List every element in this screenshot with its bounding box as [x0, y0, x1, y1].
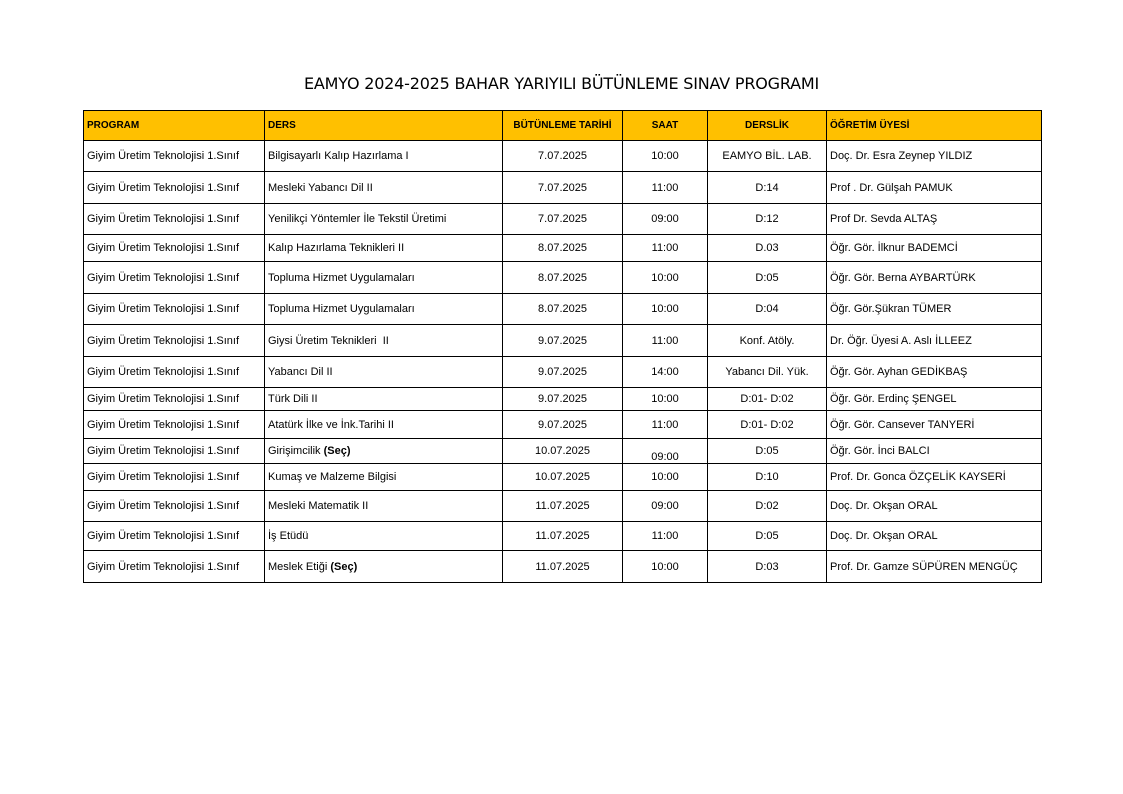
derslik-cell: D:14 [708, 172, 827, 204]
ders-cell [265, 551, 503, 583]
table-row [84, 262, 1042, 294]
table-row [84, 141, 1042, 172]
saat-cell [623, 491, 708, 522]
program-cell: Giyim Üretim Teknolojisi 1.Sınıf [84, 204, 265, 235]
ogretim-uyesi-cell: Prof. Dr. Gamze SÜPÜREN MENGÜÇ [827, 551, 1042, 583]
ders-name: Bilgisayarlı Kalıp Hazırlama I [268, 150, 409, 162]
saat-cell [623, 357, 708, 388]
ders-name: Yabancı Dil II [268, 366, 333, 378]
ders-cell [265, 491, 503, 522]
ogretim-uyesi-cell: Prof. Dr. Gonca ÖZÇELİK KAYSERİ [827, 464, 1042, 491]
table-body [84, 141, 1042, 583]
saat-value: 14:00 [651, 366, 679, 378]
elective-tag: (Seç) [323, 445, 351, 457]
table-row [84, 325, 1042, 357]
saat-value: 11:00 [651, 181, 679, 194]
saat-cell [623, 204, 708, 235]
tarih-cell: 11.07.2025 [503, 491, 623, 522]
table-row [84, 411, 1042, 439]
ogretim-uyesi-cell: Öğr. Gör. Ayhan GEDİKBAŞ [827, 357, 1042, 388]
saat-value: 11:00 [651, 334, 679, 347]
ders-cell [265, 141, 503, 172]
table-header-row [84, 111, 1042, 141]
derslik-cell: D:05 [708, 262, 827, 294]
program-cell: Giyim Üretim Teknolojisi 1.Sınıf [84, 491, 265, 522]
ders-name: Giysi Üretim Teknikleri II [268, 334, 389, 347]
tarih-cell: 9.07.2025 [503, 357, 623, 388]
ders-name: Mesleki Yabancı Dil II [268, 181, 373, 194]
tarih-cell: 10.07.2025 [503, 464, 623, 491]
program-cell: Giyim Üretim Teknolojisi 1.Sınıf [84, 388, 265, 411]
ogretim-uyesi-cell: Dr. Öğr. Üyesi A. Aslı İLLEEZ [827, 325, 1042, 357]
saat-cell [623, 172, 708, 204]
ogretim-uyesi-cell: Öğr. Gör. İnci BALCI [827, 439, 1042, 464]
program-cell: Giyim Üretim Teknolojisi 1.Sınıf [84, 357, 265, 388]
tarih-cell: 7.07.2025 [503, 141, 623, 172]
tarih-cell: 9.07.2025 [503, 411, 623, 439]
ders-cell [265, 464, 503, 491]
ders-cell [265, 204, 503, 235]
derslik-cell: D:12 [708, 204, 827, 235]
tarih-cell: 11.07.2025 [503, 522, 623, 551]
ders-cell [265, 262, 503, 294]
derslik-cell: D:05 [708, 439, 827, 464]
derslik-cell: D:01- D:02 [708, 388, 827, 411]
table-row [84, 294, 1042, 325]
saat-cell [623, 522, 708, 551]
saat-value: 11:00 [651, 242, 679, 254]
column-header-tarih: BÜTÜNLEME TARİHİ [503, 111, 623, 141]
saat-cell [623, 294, 708, 325]
ders-name: Yenilikçi Yöntemler İle Tekstil Üretimi [268, 213, 447, 225]
ogretim-uyesi-cell: Öğr. Gör. Erdinç ŞENGEL [827, 388, 1042, 411]
ders-name: Topluma Hizmet Uygulamaları [268, 303, 415, 315]
ogretim-uyesi-cell: Doç. Dr. Esra Zeynep YILDIZ [827, 141, 1042, 172]
column-header-ogretim-uyesi: ÖĞRETİM ÜYESİ [827, 111, 1042, 141]
column-header-ders: DERS [265, 111, 503, 141]
ders-name: İş Etüdü [268, 530, 309, 542]
tarih-cell: 8.07.2025 [503, 235, 623, 262]
saat-value: 11:00 [651, 418, 679, 431]
saat-cell [623, 411, 708, 439]
derslik-cell: D.03 [708, 235, 827, 262]
ogretim-uyesi-cell: Öğr. Gör. İlknur BADEMCİ [827, 235, 1042, 262]
table-row [84, 464, 1042, 491]
derslik-cell: D:05 [708, 522, 827, 551]
saat-cell [623, 439, 708, 464]
ders-name: Atatürk İlke ve İnk.Tarihi II [268, 418, 394, 431]
table-row [84, 357, 1042, 388]
program-cell: Giyim Üretim Teknolojisi 1.Sınıf [84, 262, 265, 294]
ders-name: Mesleki Matematik II [268, 500, 369, 512]
ders-name: Meslek Etiği [268, 560, 331, 573]
program-cell: Giyim Üretim Teknolojisi 1.Sınıf [84, 294, 265, 325]
derslik-cell: EAMYO BİL. LAB. [708, 141, 827, 172]
derslik-cell: D:10 [708, 464, 827, 491]
tarih-cell: 9.07.2025 [503, 325, 623, 357]
saat-cell [623, 235, 708, 262]
ders-cell [265, 357, 503, 388]
table-row [84, 235, 1042, 262]
ders-name: Topluma Hizmet Uygulamaları [268, 271, 415, 284]
ogretim-uyesi-cell: Öğr. Gör. Cansever TANYERİ [827, 411, 1042, 439]
program-cell: Giyim Üretim Teknolojisi 1.Sınıf [84, 235, 265, 262]
ders-cell [265, 411, 503, 439]
saat-cell [623, 141, 708, 172]
ders-cell [265, 388, 503, 411]
table-row [84, 439, 1042, 464]
exam-schedule-table [83, 110, 1042, 583]
ders-cell [265, 522, 503, 551]
ders-cell [265, 294, 503, 325]
saat-cell [623, 551, 708, 583]
saat-value: 09:00 [651, 500, 679, 512]
ders-name: Türk Dili II [268, 393, 318, 405]
tarih-cell: 11.07.2025 [503, 551, 623, 583]
program-cell: Giyim Üretim Teknolojisi 1.Sınıf [84, 325, 265, 357]
ogretim-uyesi-cell: Öğr. Gör.Şükran TÜMER [827, 294, 1042, 325]
ogretim-uyesi-cell: Öğr. Gör. Berna AYBARTÜRK [827, 262, 1042, 294]
program-cell: Giyim Üretim Teknolojisi 1.Sınıf [84, 551, 265, 583]
ders-name: Kalıp Hazırlama Teknikleri II [268, 242, 405, 254]
saat-value: 10:00 [651, 471, 679, 483]
derslik-cell: D:01- D:02 [708, 411, 827, 439]
tarih-cell: 8.07.2025 [503, 294, 623, 325]
ders-cell [265, 325, 503, 357]
ogretim-uyesi-cell: Doç. Dr. Okşan ORAL [827, 522, 1042, 551]
tarih-cell: 7.07.2025 [503, 204, 623, 235]
saat-cell [623, 464, 708, 491]
saat-value: 10:00 [651, 393, 679, 405]
tarih-cell: 9.07.2025 [503, 388, 623, 411]
table-row [84, 551, 1042, 583]
tarih-cell: 8.07.2025 [503, 262, 623, 294]
ders-name: Kumaş ve Malzeme Bilgisi [268, 471, 397, 483]
derslik-cell: D:03 [708, 551, 827, 583]
table-row [84, 204, 1042, 235]
program-cell: Giyim Üretim Teknolojisi 1.Sınıf [84, 141, 265, 172]
table-row [84, 172, 1042, 204]
saat-value: 09:00 [651, 451, 679, 463]
ders-cell [265, 172, 503, 204]
table-row [84, 388, 1042, 411]
ders-cell [265, 439, 503, 464]
derslik-cell: D:04 [708, 294, 827, 325]
tarih-cell: 10.07.2025 [503, 439, 623, 464]
column-header-derslik: DERSLİK [708, 111, 827, 141]
saat-value: 09:00 [651, 213, 679, 225]
program-cell: Giyim Üretim Teknolojisi 1.Sınıf [84, 464, 265, 491]
table-row [84, 491, 1042, 522]
saat-cell [623, 388, 708, 411]
saat-value: 10:00 [651, 150, 679, 162]
column-header-program: PROGRAM [84, 111, 265, 141]
elective-tag: (Seç) [330, 560, 358, 573]
ders-name: Girişimcilik [268, 445, 324, 457]
derslik-cell: Konf. Atöly. [708, 325, 827, 357]
page-title: EAMYO 2024-2025 BAHAR YARIYILI BÜTÜNLEME SINAV PROGRAMI [303, 74, 820, 93]
ogretim-uyesi-cell: Prof Dr. Sevda ALTAŞ [827, 204, 1042, 235]
derslik-cell: D:02 [708, 491, 827, 522]
saat-value: 10:00 [651, 271, 679, 284]
program-cell: Giyim Üretim Teknolojisi 1.Sınıf [84, 411, 265, 439]
ogretim-uyesi-cell: Doç. Dr. Okşan ORAL [827, 491, 1042, 522]
saat-cell [623, 262, 708, 294]
program-cell: Giyim Üretim Teknolojisi 1.Sınıf [84, 522, 265, 551]
column-header-saat: SAAT [623, 111, 708, 141]
table-row [84, 522, 1042, 551]
tarih-cell: 7.07.2025 [503, 172, 623, 204]
program-cell: Giyim Üretim Teknolojisi 1.Sınıf [84, 172, 265, 204]
program-cell: Giyim Üretim Teknolojisi 1.Sınıf [84, 439, 265, 464]
ogretim-uyesi-cell: Prof . Dr. Gülşah PAMUK [827, 172, 1042, 204]
saat-value: 10:00 [651, 303, 679, 315]
saat-value: 11:00 [651, 530, 679, 542]
saat-cell [623, 325, 708, 357]
saat-value: 10:00 [651, 560, 679, 573]
ders-cell [265, 235, 503, 262]
derslik-cell: Yabancı Dil. Yük. [708, 357, 827, 388]
